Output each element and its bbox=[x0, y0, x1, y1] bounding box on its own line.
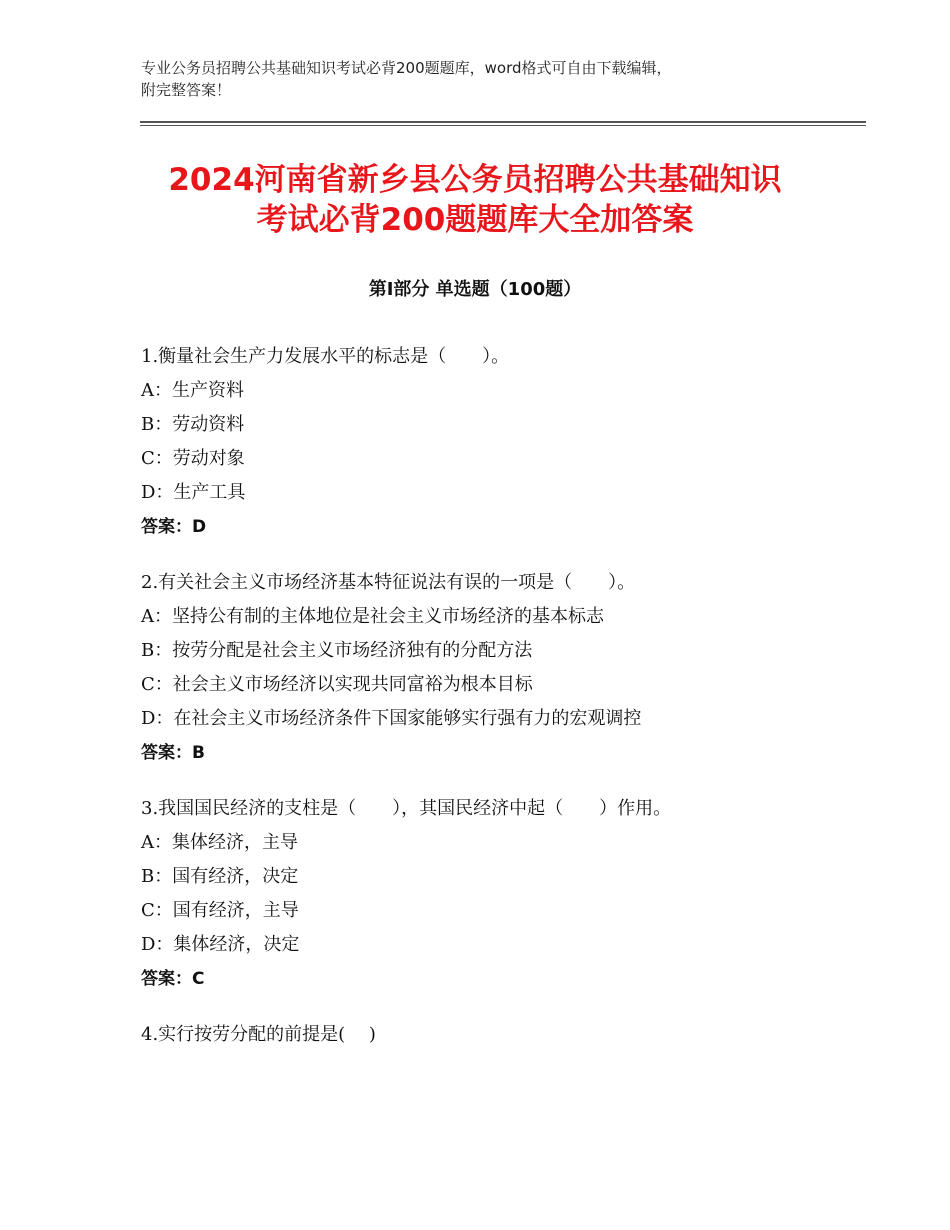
option-a: A：集体经济，主导 bbox=[141, 832, 298, 853]
question-stem: 4.实行按劳分配的前提是( ) bbox=[141, 1024, 376, 1045]
section-heading: 第Ⅰ部分 单选题（100题） bbox=[368, 279, 582, 300]
document-title-line2: 考试必背200题题库大全加答案 bbox=[256, 202, 694, 238]
question-3 bbox=[141, 792, 901, 996]
document-title-line1: 2024河南省新乡县公务员招聘公共基础知识 bbox=[168, 162, 782, 198]
option-b: B：国有经济，决定 bbox=[141, 866, 299, 887]
question-1 bbox=[141, 340, 901, 544]
header-divider-thin bbox=[140, 125, 866, 126]
option-a: A：生产资料 bbox=[141, 380, 244, 401]
question-stem: 3.我国国民经济的支柱是（ ），其国民经济中起（ ）作用。 bbox=[141, 798, 672, 819]
header-note-line2: 附完整答案！ bbox=[141, 81, 232, 99]
question-2 bbox=[141, 566, 901, 770]
answer-label: 答案：D bbox=[141, 517, 207, 537]
option-a: A：坚持公有制的主体地位是社会主义市场经济的基本标志 bbox=[141, 606, 604, 627]
option-c: C：劳动对象 bbox=[141, 448, 245, 469]
document-title bbox=[100, 160, 850, 240]
option-d: D：生产工具 bbox=[141, 482, 246, 503]
answer-label: 答案：C bbox=[141, 969, 205, 989]
option-d: D：在社会主义市场经济条件下国家能够实行强有力的宏观调控 bbox=[141, 708, 642, 729]
header-divider-thick bbox=[140, 121, 866, 123]
question-4 bbox=[141, 1018, 901, 1052]
question-list bbox=[141, 340, 901, 1074]
answer-label: 答案：B bbox=[141, 743, 205, 763]
header-note-line1: 专业公务员招聘公共基础知识考试必背200题题库，word格式可自由下载编辑， bbox=[141, 59, 672, 77]
option-b: B：劳动资料 bbox=[141, 414, 245, 435]
option-c: C：社会主义市场经济以实现共同富裕为根本目标 bbox=[141, 674, 533, 695]
option-b: B：按劳分配是社会主义市场经济独有的分配方法 bbox=[141, 640, 533, 661]
question-stem: 2.有关社会主义市场经济基本特征说法有误的一项是（ ）。 bbox=[141, 572, 636, 593]
header-note bbox=[141, 57, 841, 101]
question-stem: 1.衡量社会生产力发展水平的标志是（ ）。 bbox=[141, 346, 510, 367]
option-c: C：国有经济，主导 bbox=[141, 900, 299, 921]
option-d: D：集体经济，决定 bbox=[141, 934, 300, 955]
